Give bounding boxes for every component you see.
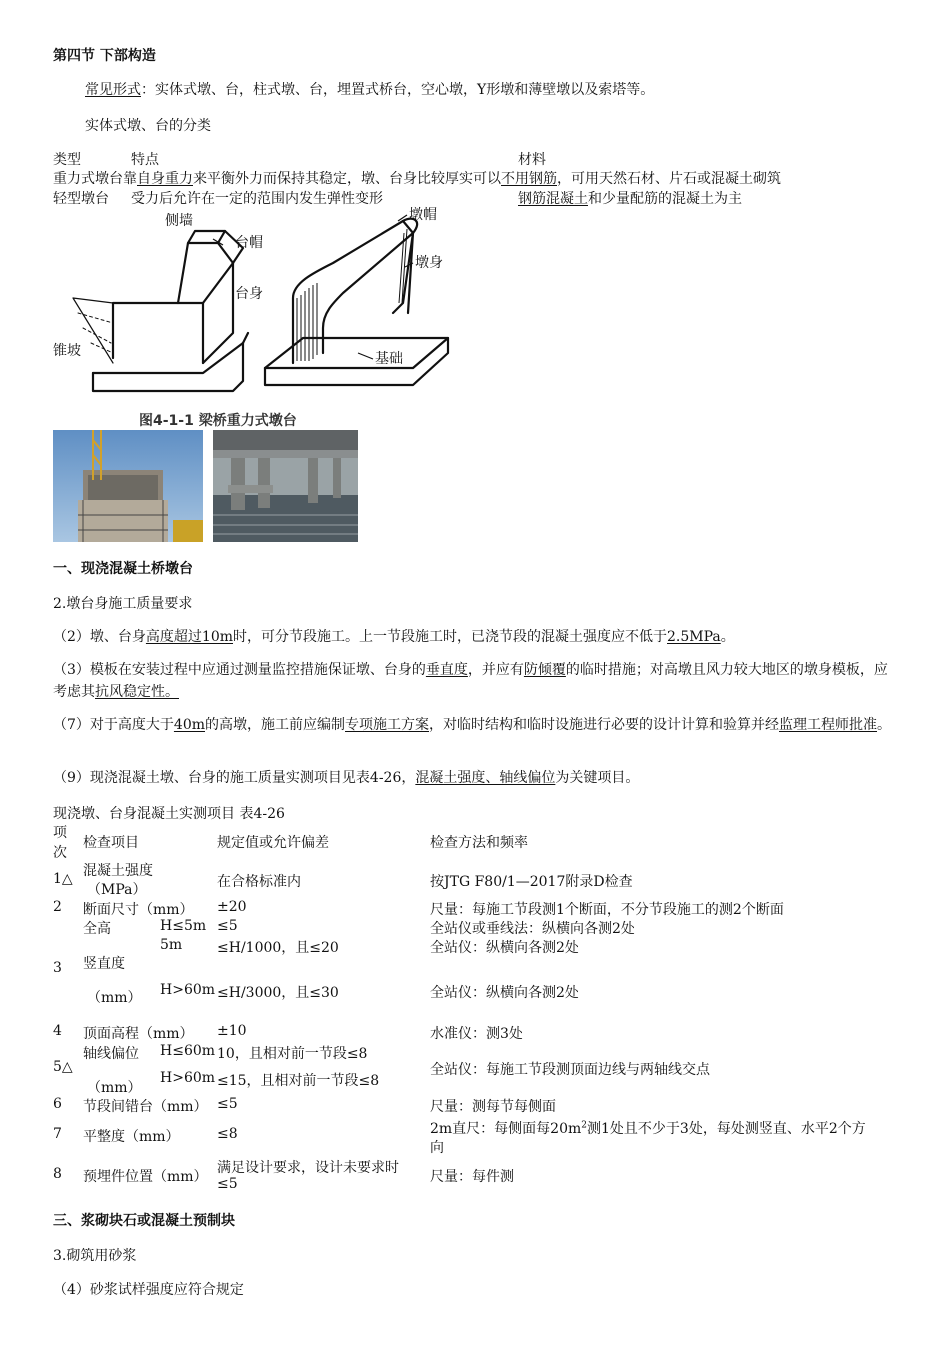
type-light: 轻型墩台 bbox=[53, 191, 109, 207]
abutment-body-side bbox=[203, 263, 233, 363]
abutment-cap bbox=[188, 231, 225, 243]
row5-unit: （mm） bbox=[87, 1080, 142, 1096]
row3-spec-a: ≤5 bbox=[217, 918, 238, 934]
row2-spec: ±20 bbox=[217, 899, 247, 915]
light-feature: 受力后允许在一定的范围内发生弹性变形 bbox=[131, 191, 383, 207]
paragraph-9: （9）现浇混凝土墩、台身的施工质量实测项目见表4-26，混凝土强度、轴线偏位为关键项目。 bbox=[53, 770, 640, 786]
row6-spec: ≤5 bbox=[217, 1096, 238, 1112]
row2-item: 断面尺寸（mm） bbox=[83, 902, 194, 918]
common-forms-text: ：实体式墩、台，柱式墩、台，埋置式桥台，空心墩，Y形墩和薄壁墩以及索塔等。 bbox=[141, 82, 655, 98]
row4-spec: ±10 bbox=[217, 1023, 247, 1039]
classification-title: 实体式墩、台的分类 bbox=[85, 118, 211, 134]
row1-item: 混凝土强度 bbox=[83, 863, 153, 879]
row5-item: 轴线偏位 bbox=[83, 1046, 139, 1062]
label-foundation: 基础 bbox=[375, 351, 403, 367]
label-side-wall: 侧墙 bbox=[165, 213, 193, 229]
table-title: 现浇墩、台身混凝土实测项目 表4-26 bbox=[53, 806, 285, 822]
light-material bbox=[518, 188, 742, 208]
subheading-mortar: 3.砌筑用砂浆 bbox=[53, 1248, 137, 1264]
heading-cast-in-place: 一、现浇混凝土桥墩台 bbox=[53, 561, 193, 577]
row2-method: 尺量：每施工节段测1个断面，不分节段施工的测2个断面 bbox=[430, 902, 784, 918]
row4-item: 顶面高程（mm） bbox=[83, 1026, 194, 1042]
row6-no: 6 bbox=[53, 1096, 62, 1112]
row3-method-a: 全站仪或垂线法：纵横向各测2处 bbox=[430, 921, 635, 937]
row3-spec-c: ≤H/3000，且≤30 bbox=[217, 985, 339, 1001]
row8-spec-line1: 满足设计要求，设计未要求时 bbox=[217, 1160, 399, 1176]
gravity-feature-key: 自身重力 bbox=[137, 171, 193, 187]
common-forms-label: 常见形式 bbox=[85, 82, 141, 98]
row8-spec-line2: ≤5 bbox=[217, 1176, 238, 1192]
subheading-quality: 2.墩台身施工质量要求 bbox=[53, 596, 193, 612]
row3-method-c: 全站仪：纵横向各测2处 bbox=[430, 985, 579, 1001]
abutment-base-top bbox=[93, 343, 243, 373]
section-title: 第四节 下部构造 bbox=[53, 48, 156, 64]
row4-no: 4 bbox=[53, 1023, 62, 1039]
header-no-1: 项 bbox=[53, 825, 67, 841]
gravity-pier-abutment-figure bbox=[53, 203, 473, 435]
paragraph-2: （2）墩、台身高度超过10m时，可分节段施工。上一节段施工时，已浇节段的混凝土强度应不低于2.5MPa。 bbox=[53, 629, 735, 645]
light-material-key: 钢筋混凝土 bbox=[518, 191, 588, 207]
row3-cond-b: 5m bbox=[160, 937, 183, 953]
gravity-material-pre: 可以 bbox=[473, 171, 501, 187]
header-no-2: 次 bbox=[53, 845, 67, 861]
row3-cond-a: H≤5m bbox=[160, 918, 207, 934]
bridge-piers-photo bbox=[213, 430, 358, 542]
row7-item: 平整度（mm） bbox=[83, 1129, 180, 1145]
row5-method: 全站仪：每施工节段测顶面边线与两轴线交点 bbox=[430, 1062, 710, 1078]
light-material-post: 和少量配筋的混凝土为主 bbox=[588, 191, 742, 207]
row1-method: 按JTG F80/1—2017附录D检查 bbox=[430, 874, 633, 890]
common-forms bbox=[85, 79, 654, 99]
type-header: 类型 bbox=[53, 152, 81, 168]
row1-spec: 在合格标准内 bbox=[217, 874, 301, 890]
row2-no: 2 bbox=[53, 899, 62, 915]
row5-spec-b: ≤15，且相对前一节段≤8 bbox=[217, 1073, 380, 1089]
row6-method: 尺量：测每节每侧面 bbox=[430, 1099, 556, 1115]
row3-total-height: 全高 bbox=[83, 921, 111, 937]
row3-cond-c: H>60m bbox=[160, 982, 216, 998]
label-cap: 台帽 bbox=[235, 235, 263, 251]
row5-no: 5△ bbox=[53, 1059, 73, 1075]
label-body: 台身 bbox=[235, 286, 263, 302]
gravity-feature-post: 来平衡外力而保持其稳定，墩、台身比较厚实 bbox=[193, 171, 473, 187]
row3-method-b: 全站仪：纵横向各测2处 bbox=[430, 940, 579, 956]
row3-unit: （mm） bbox=[87, 990, 142, 1006]
row3-item: 竖直度 bbox=[83, 956, 125, 972]
row5-cond-a: H≤60m bbox=[160, 1043, 216, 1059]
header-spec: 规定值或允许偏差 bbox=[217, 835, 329, 851]
row6-item: 节段间错台（mm） bbox=[83, 1099, 208, 1115]
row7-no: 7 bbox=[53, 1126, 62, 1142]
gravity-material-post: ，可用天然石材、片石或混凝土砌筑 bbox=[557, 171, 781, 187]
row7-spec: ≤8 bbox=[217, 1126, 238, 1142]
paragraph-3: （3）模板在安装过程中应通过测量监控措施保证墩、台身的垂直度，并应有防倾覆的临时措施；对高墩且风力较大地区的墩身模板，应考虑其抗风稳定性。 bbox=[53, 662, 888, 700]
paragraph-7: （7）对于高度大于40m的高墩，施工前应编制专项施工方案，对临时结构和临时设施进行必要的设计计算和验算并经监理工程师批准。 bbox=[53, 717, 892, 733]
figure-caption: 图4-1-1 梁桥重力式墩台 bbox=[139, 413, 297, 429]
heading-masonry: 三、浆砌块石或混凝土预制块 bbox=[53, 1213, 235, 1229]
paragraph-mortar-4: （4）砂浆试样强度应符合规定 bbox=[53, 1282, 244, 1298]
row1-no: 1△ bbox=[53, 871, 73, 887]
row8-method: 尺量：每件测 bbox=[430, 1169, 514, 1185]
pier-construction-photo bbox=[53, 430, 203, 542]
label-pier-body: 墩身 bbox=[415, 255, 443, 271]
pier-body bbox=[293, 219, 417, 363]
header-method: 检查方法和频率 bbox=[430, 835, 528, 851]
row7-method-line2: 向 bbox=[430, 1140, 444, 1156]
type-row-gravity bbox=[53, 168, 781, 188]
header-item: 检查项目 bbox=[83, 835, 139, 851]
row5-spec-a: 10，且相对前一节段≤8 bbox=[217, 1046, 368, 1062]
row3-no: 3 bbox=[53, 960, 62, 976]
row7-method-line1: 2m直尺：每侧面每$20m^2$测1处且不少于3处，每处测竖直、水平2个方 bbox=[430, 1120, 866, 1137]
row1-unit: （MPa） bbox=[87, 882, 147, 898]
abutment-body-front bbox=[113, 303, 203, 363]
type-gravity: 重力式墩台 bbox=[53, 171, 123, 187]
label-pier-cap: 墩帽 bbox=[409, 207, 437, 223]
row3-spec-b: ≤H/1000，且≤20 bbox=[217, 940, 339, 956]
gravity-material-key: 不用钢筋 bbox=[501, 171, 557, 187]
gravity-feature-pre: 靠 bbox=[123, 171, 137, 187]
row5-cond-b: H>60m bbox=[160, 1070, 216, 1086]
row4-method: 水准仪：测3处 bbox=[430, 1026, 523, 1042]
material-header: 材料 bbox=[518, 152, 546, 168]
feature-header: 特点 bbox=[131, 152, 159, 168]
label-cone: 锥坡 bbox=[53, 343, 81, 359]
row8-no: 8 bbox=[53, 1166, 62, 1182]
row8-item: 预埋件位置（mm） bbox=[83, 1169, 208, 1185]
